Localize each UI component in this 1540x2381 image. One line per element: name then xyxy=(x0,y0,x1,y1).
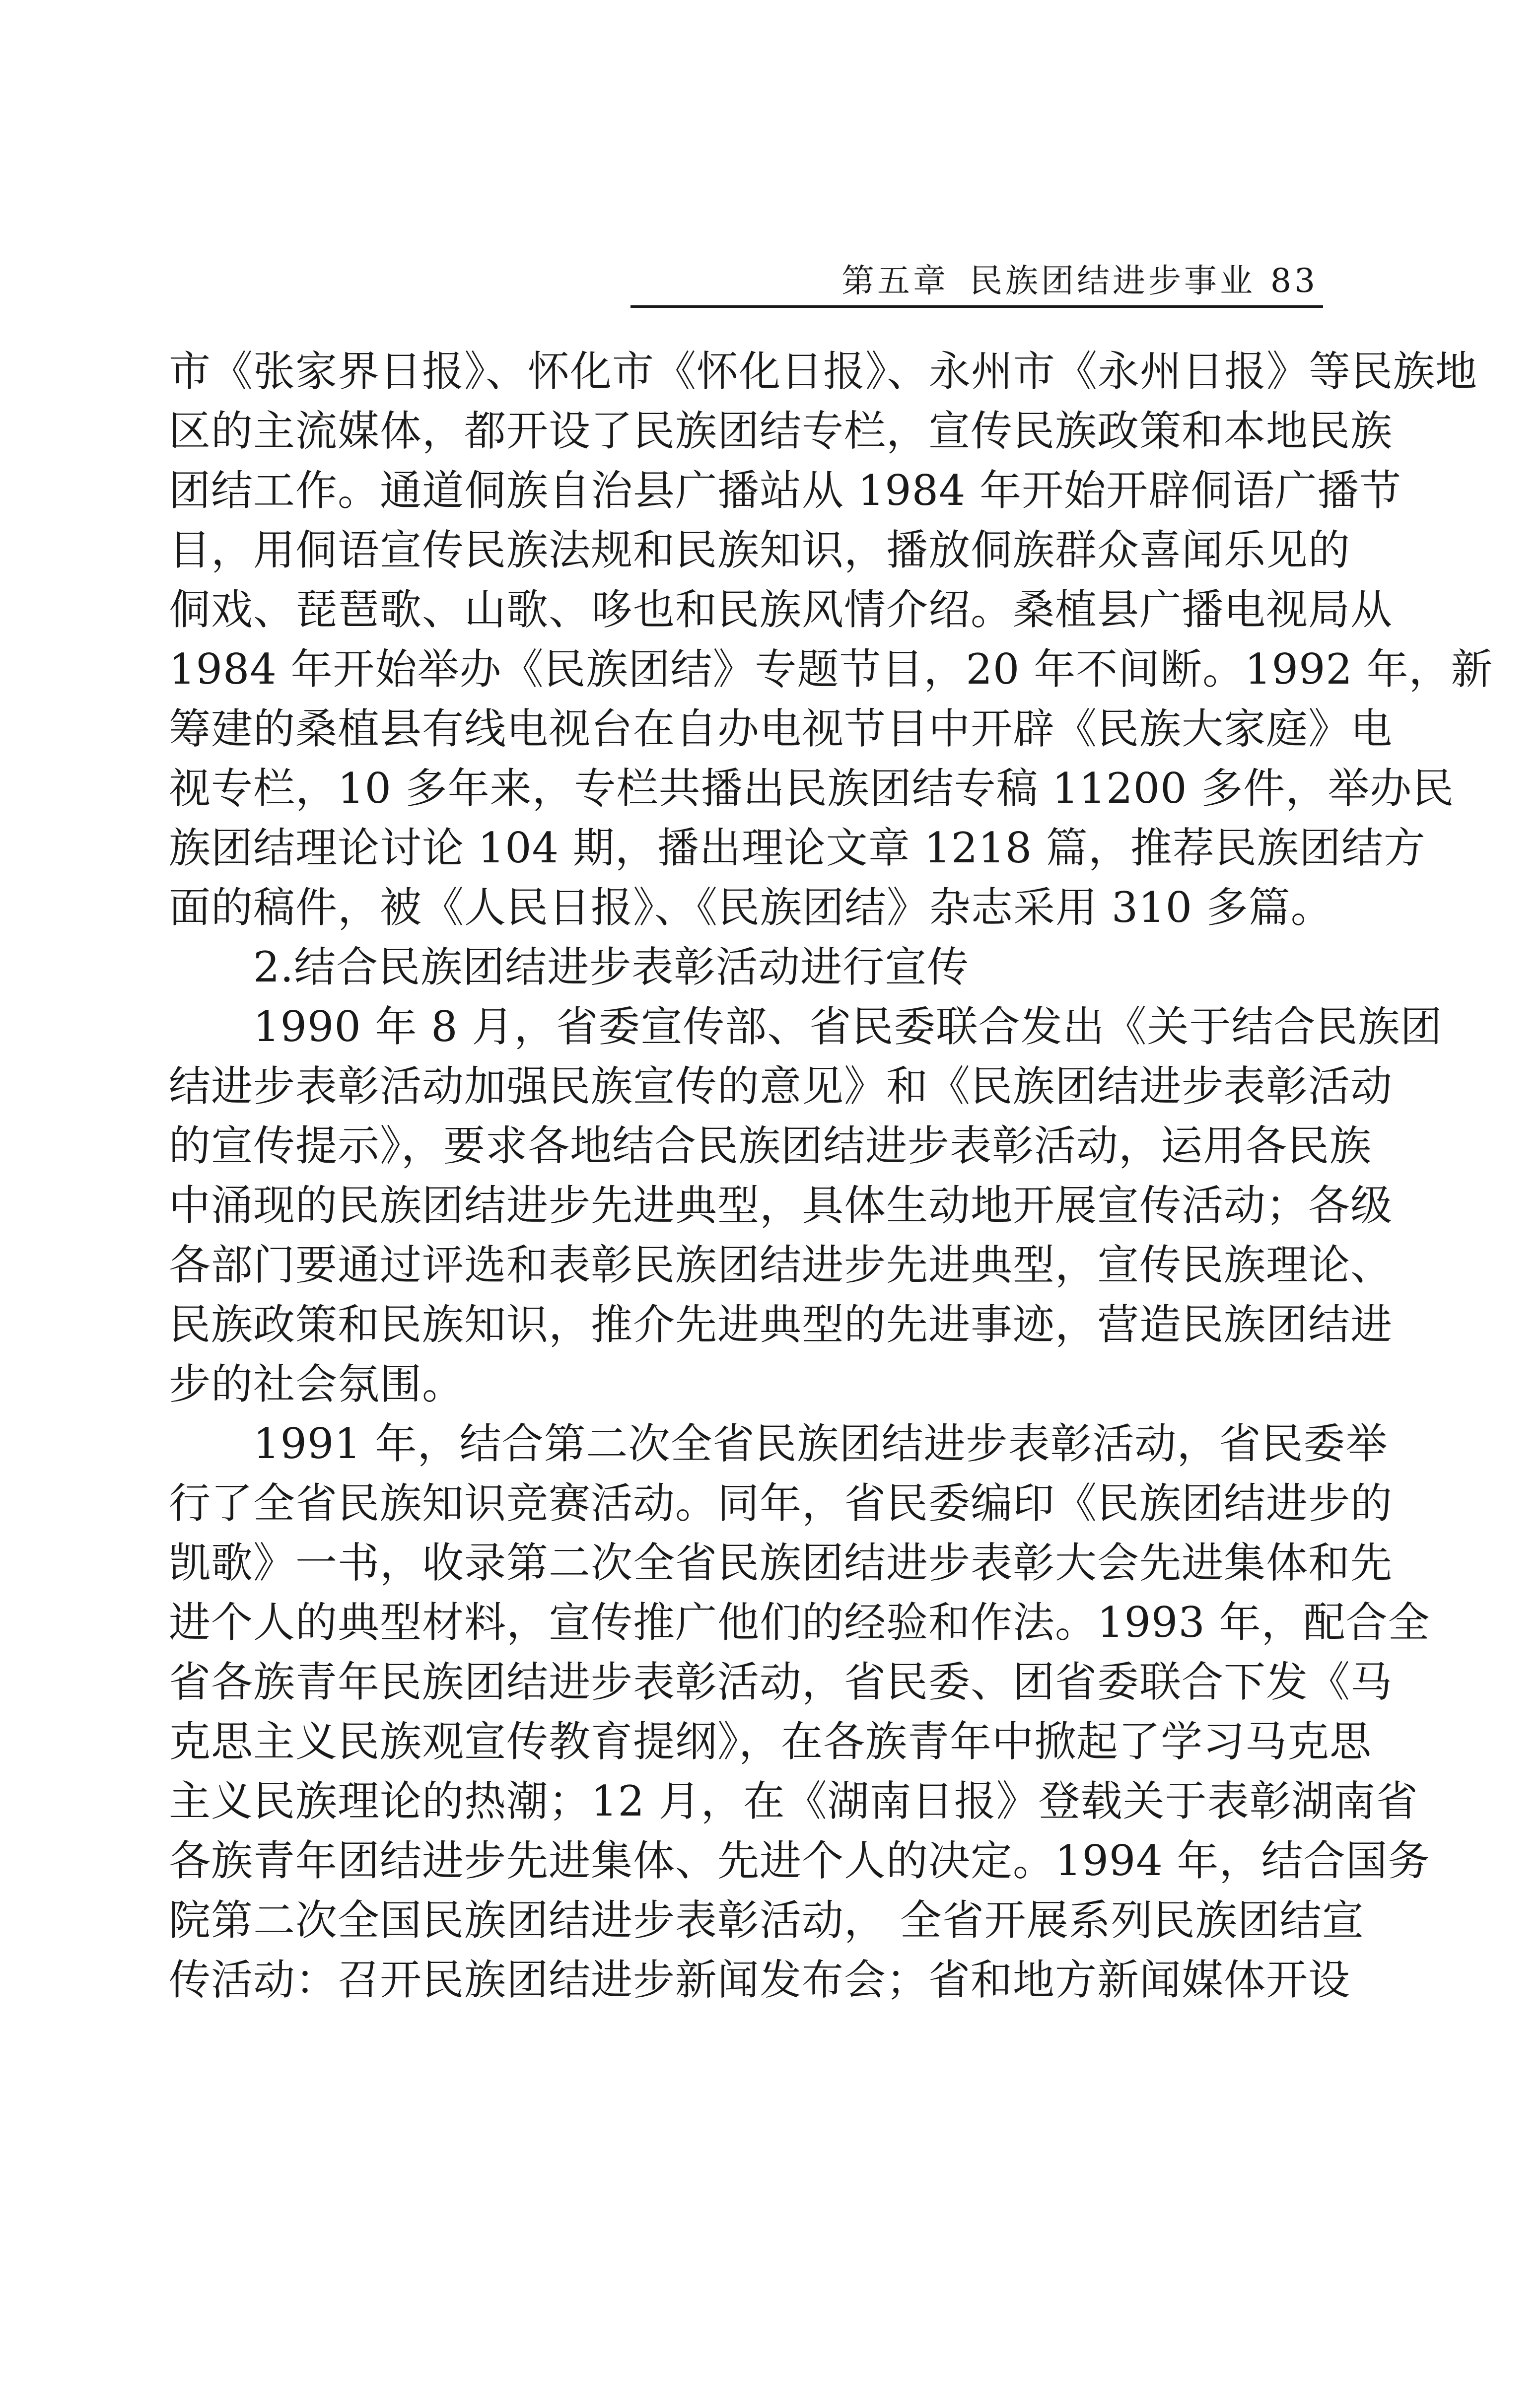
text-line: 步的社会氛围。 xyxy=(169,1360,465,1408)
text-line: 凯歌》一书，收录第二次全省民族团结进步表彰大会先进集体和先 xyxy=(169,1539,1393,1587)
text-line: 侗戏、琵琶歌、山歌、哆也和民族风情介绍。桑植县广播电视局从 xyxy=(169,585,1393,634)
text-line: 族团结理论讨论 104 期，播出理论文章 1218 篇，推荐民族团结方 xyxy=(169,824,1426,872)
text-line: 传活动：召开民族团结进步新闻发布会；省和地方新闻媒体开设 xyxy=(169,1956,1351,2004)
text-line: 进个人的典型材料，宣传推广他们的经验和作法。1993 年，配合全 xyxy=(169,1598,1430,1647)
text-line: 市《张家界日报》、怀化市《怀化日报》、永州市《永州日报》等民族地 xyxy=(169,347,1478,396)
text-line: 民族政策和民族知识，推介先进典型的先进事迹，营造民族团结进 xyxy=(169,1300,1393,1349)
text-line: 克思主义民族观宣传教育提纲》，在各族青年中掀起了学习马克思 xyxy=(169,1717,1372,1766)
paragraph-first-line: 1990 年 8 月，省委宣传部、省民委联合发出《关于结合民族团 xyxy=(253,1002,1443,1051)
text-line: 视专栏，10 多年来，专栏共播出民族团结专稿 11200 多件，举办民 xyxy=(169,764,1455,813)
text-line: 目，用侗语宣传民族法规和民族知识，播放侗族群众喜闻乐见的 xyxy=(169,526,1351,574)
text-line: 院第二次全国民族团结进步表彰活动， 全省开展系列民族团结宣 xyxy=(169,1896,1364,1945)
text-line: 面的稿件，被《人民日报》、《民族团结》杂志采用 310 多篇。 xyxy=(169,883,1333,932)
text-line: 的宣传提示》，要求各地结合民族团结进步表彰活动，运用各民族 xyxy=(169,1121,1372,1170)
header-text xyxy=(841,254,1318,301)
paragraph-first-line: 1991 年，结合第二次全省民族团结进步表彰活动，省民委举 xyxy=(253,1419,1388,1468)
page-number: 83 xyxy=(1270,262,1318,300)
text-line: 团结工作。通道侗族自治县广播站从 1984 年开始开辟侗语广播节 xyxy=(169,466,1402,515)
running-header xyxy=(630,251,1323,308)
text-line: 行了全省民族知识竞赛活动。同年，省民委编印《民族团结进步的 xyxy=(169,1479,1393,1528)
chapter-title: 民族团结进步事业 xyxy=(970,262,1256,300)
text-line: 区的主流媒体，都开设了民族团结专栏，宣传民族政策和本地民族 xyxy=(169,407,1393,455)
section-heading: 2.结合民族团结进步表彰活动进行宣传 xyxy=(253,943,970,991)
chapter-label: 第五章 xyxy=(841,262,949,300)
text-line: 各族青年团结进步先进集体、先进个人的决定。1994 年，结合国务 xyxy=(169,1836,1430,1885)
text-line: 主义民族理论的热潮；12 月，在《湖南日报》登载关于表彰湖南省 xyxy=(169,1777,1418,1825)
text-line: 筹建的桑植县有线电视台在自办电视节目中开辟《民族大家庭》电 xyxy=(169,704,1393,753)
text-line: 各部门要通过评选和表彰民族团结进步先进典型，宣传民族理论、 xyxy=(169,1241,1393,1289)
page-body xyxy=(169,342,1493,2010)
text-line: 省各族青年民族团结进步表彰活动，省民委、团省委联合下发《马 xyxy=(169,1658,1393,1706)
text-line: 1984 年开始举办《民族团结》专题节目，20 年不间断。1992 年，新 xyxy=(169,645,1493,694)
text-line: 结进步表彰活动加强民族宣传的意见》和《民族团结进步表彰活动 xyxy=(169,1062,1393,1111)
text-line: 中涌现的民族团结进步先进典型，具体生动地开展宣传活动；各级 xyxy=(169,1181,1393,1230)
